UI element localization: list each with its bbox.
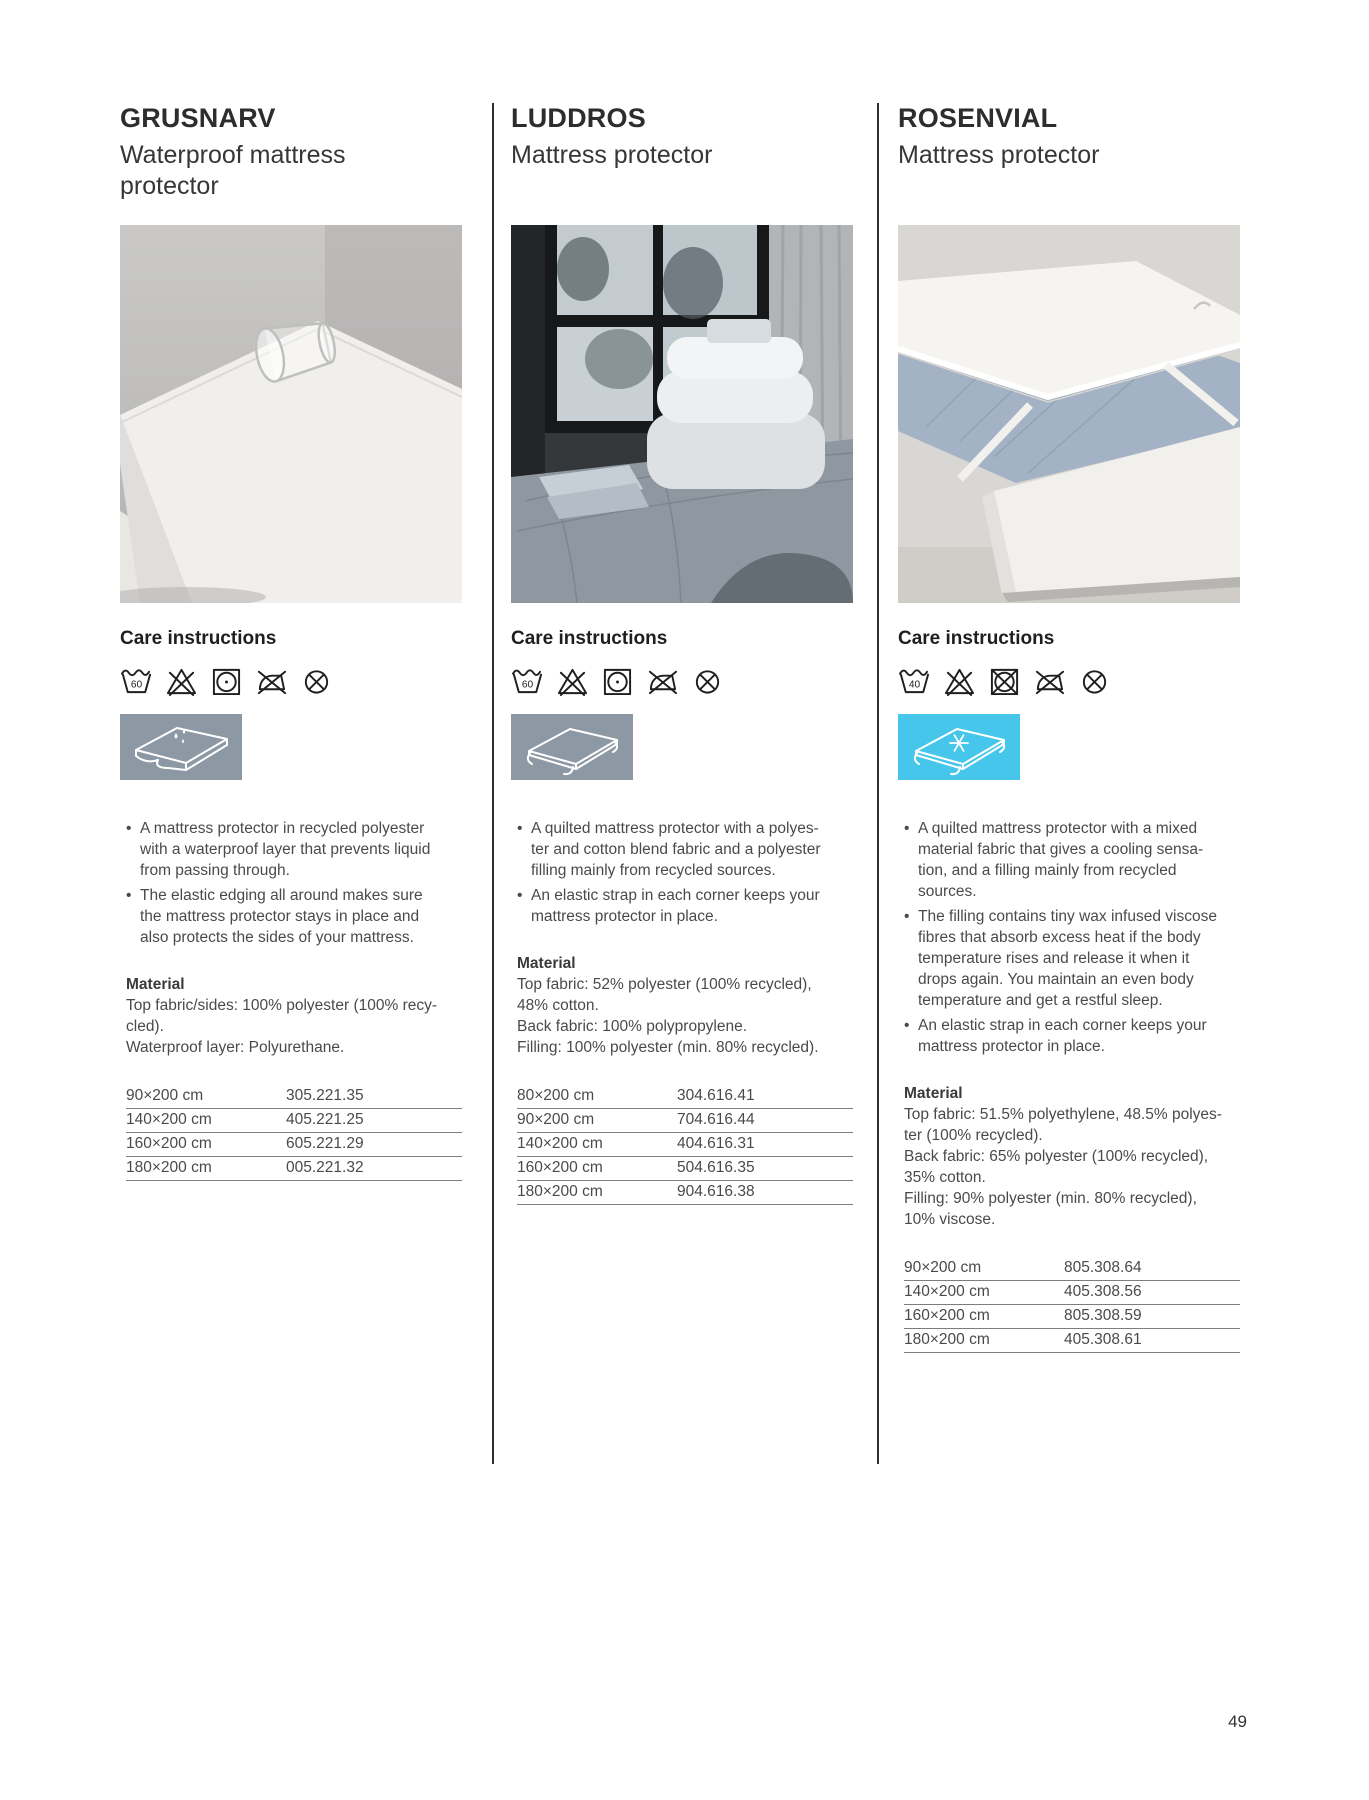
article-number-cell: 304.616.41 xyxy=(677,1087,755,1104)
size-article-table xyxy=(126,1085,462,1181)
article-number-cell: 805.308.59 xyxy=(1064,1307,1142,1324)
material-text-line: Back fabric: 65% polyester (100% recycled), xyxy=(904,1148,1209,1165)
bullet-text-line: from passing through. xyxy=(140,862,290,879)
wash-60-icon xyxy=(511,665,544,696)
product-header xyxy=(898,102,1240,225)
product-column-grusnarv xyxy=(120,102,462,1181)
size-row xyxy=(126,1085,462,1109)
product-photo xyxy=(511,225,853,603)
no-bleach-icon xyxy=(165,665,198,696)
article-number-cell: 605.221.29 xyxy=(286,1135,364,1152)
article-number-cell: 405.308.61 xyxy=(1064,1331,1142,1348)
size-cell: 180×200 cm xyxy=(517,1183,603,1200)
no-iron-icon xyxy=(1033,665,1066,696)
bullet-text-line: tion, and a filling mainly from recycled xyxy=(918,862,1177,879)
bullet-text-line: temperature rises and release it when it xyxy=(918,950,1190,967)
size-row xyxy=(517,1133,853,1157)
material-heading: Material xyxy=(904,1085,963,1102)
bullet-text-line: An elastic strap in each corner keeps your xyxy=(531,887,820,904)
bullet-item xyxy=(904,906,1240,1011)
bullet-dot: • xyxy=(904,1017,910,1034)
bullet-dot: • xyxy=(517,820,523,837)
product-description-bullets xyxy=(120,818,462,948)
product-name: GRUSNARV xyxy=(120,103,276,133)
care-icons-row xyxy=(511,663,853,697)
size-article-table xyxy=(517,1085,853,1205)
subtitle-line: Mattress protector xyxy=(511,141,713,169)
bullet-text-line: sources. xyxy=(918,883,977,900)
bullet-text-line: filling mainly from recycled sources. xyxy=(531,862,776,879)
protector-on-blue-mattress-photo xyxy=(898,225,1240,603)
bullet-dot: • xyxy=(126,820,132,837)
bullet-item xyxy=(126,818,462,881)
size-row xyxy=(517,1157,853,1181)
care-icons-row xyxy=(120,663,462,697)
bullet-dot: • xyxy=(517,887,523,904)
bullet-text-line: The filling contains tiny wax infused viscose xyxy=(918,908,1217,925)
material-text-line: Waterproof layer: Polyurethane. xyxy=(126,1039,345,1056)
material-text-line: Top fabric: 51.5% polyethylene, 48.5% polyes- xyxy=(904,1106,1222,1123)
material-text-line: Filling: 100% polyester (min. 80% recycled). xyxy=(517,1039,819,1056)
material-text xyxy=(120,995,462,1058)
bullet-text-line: A mattress protector in recycled polyester xyxy=(140,820,425,837)
subtitle-line: Mattress protector xyxy=(898,141,1100,169)
bullet-dot: • xyxy=(904,820,910,837)
product-header xyxy=(511,102,853,225)
bullet-text-line: A quilted mattress protector with a mixed xyxy=(918,820,1198,837)
product-column-rosenvial xyxy=(898,102,1240,1353)
bullet-text-line: fibres that absorb excess heat if the body xyxy=(918,929,1201,946)
svg-text:60: 60 xyxy=(130,678,143,690)
subtitle-line: protector xyxy=(120,172,219,200)
material-text-line: Back fabric: 100% polypropylene. xyxy=(517,1018,748,1035)
subtitle-line: Waterproof mattress xyxy=(120,141,346,169)
material-text-line: ter (100% recycled). xyxy=(904,1127,1043,1144)
bullet-text-line: material fabric that gives a cooling sensa- xyxy=(918,841,1204,858)
bullet-item xyxy=(904,1015,1240,1057)
product-column-luddros xyxy=(511,102,853,1205)
bullet-item xyxy=(517,818,853,881)
badge-straps-icon xyxy=(511,714,633,780)
material-text xyxy=(511,974,853,1058)
no-tumble-dry-icon xyxy=(988,665,1021,696)
size-cell: 140×200 cm xyxy=(904,1283,990,1300)
material-heading: Material xyxy=(517,955,576,972)
size-cell: 90×200 cm xyxy=(126,1087,204,1104)
article-number-cell: 405.221.25 xyxy=(286,1111,364,1128)
bullet-text-line: the mattress protector stays in place and xyxy=(140,908,420,925)
article-number-cell: 005.221.32 xyxy=(286,1159,364,1176)
tumble-dry-icon xyxy=(210,665,243,696)
bullet-text-line: The elastic edging all around makes sure xyxy=(140,887,423,904)
badge-waterproof-icon xyxy=(120,714,242,780)
material-text-line: 35% cotton. xyxy=(904,1169,986,1186)
material-text-line: Top fabric: 52% polyester (100% recycled), xyxy=(517,976,812,993)
svg-text:40: 40 xyxy=(908,678,921,690)
size-cell: 160×200 cm xyxy=(126,1135,212,1152)
page-number: 49 xyxy=(1228,1712,1247,1731)
bullet-text-line: with a waterproof layer that prevents liquid xyxy=(140,841,431,858)
size-row xyxy=(904,1281,1240,1305)
size-row xyxy=(904,1329,1240,1353)
size-cell: 140×200 cm xyxy=(126,1111,212,1128)
size-cell: 180×200 cm xyxy=(126,1159,212,1176)
article-number-cell: 405.308.56 xyxy=(1064,1283,1142,1300)
care-instructions-heading: Care instructions xyxy=(898,628,1055,649)
material-text-line: cled). xyxy=(126,1018,164,1035)
bullet-text-line: mattress protector in place. xyxy=(531,908,718,925)
no-dry-clean-icon xyxy=(300,665,333,696)
material-text xyxy=(898,1104,1240,1230)
size-cell: 90×200 cm xyxy=(517,1111,595,1128)
size-row xyxy=(904,1257,1240,1281)
size-cell: 160×200 cm xyxy=(904,1307,990,1324)
product-name: LUDDROS xyxy=(511,103,646,133)
article-number-cell: 404.616.31 xyxy=(677,1135,755,1152)
no-iron-icon xyxy=(255,665,288,696)
bullet-text-line: An elastic strap in each corner keeps your xyxy=(918,1017,1207,1034)
column-divider-2 xyxy=(877,103,879,1464)
article-number-cell: 704.616.44 xyxy=(677,1111,755,1128)
size-row xyxy=(517,1181,853,1205)
no-iron-icon xyxy=(646,665,679,696)
bullet-item xyxy=(517,885,853,927)
bullet-dot: • xyxy=(904,908,910,925)
bullet-text-line: A quilted mattress protector with a polyes- xyxy=(531,820,819,837)
bullet-text-line: mattress protector in place. xyxy=(918,1038,1105,1055)
bullet-item xyxy=(126,885,462,948)
material-text-line: Top fabric/sides: 100% polyester (100% recy- xyxy=(126,997,438,1014)
product-photo xyxy=(898,225,1240,603)
no-dry-clean-icon xyxy=(1078,665,1111,696)
no-dry-clean-icon xyxy=(691,665,724,696)
size-row xyxy=(126,1133,462,1157)
badge-cooling-icon xyxy=(898,714,1020,780)
bullet-text-line: drops again. You maintain an even body xyxy=(918,971,1194,988)
care-instructions-heading: Care instructions xyxy=(511,628,668,649)
bullet-text-line: temperature and get a restful sleep. xyxy=(918,992,1163,1009)
wash-60-icon xyxy=(120,665,153,696)
article-number-cell: 305.221.35 xyxy=(286,1087,364,1104)
no-bleach-icon xyxy=(943,665,976,696)
size-row xyxy=(517,1085,853,1109)
product-photo xyxy=(120,225,462,603)
mattress-corner-glass-photo xyxy=(120,225,462,603)
bullet-text-line: ter and cotton blend fabric and a polyester xyxy=(531,841,821,858)
svg-text:60: 60 xyxy=(521,678,534,690)
bed-window-pillows-photo xyxy=(511,225,853,603)
size-article-table xyxy=(904,1257,1240,1353)
size-cell: 90×200 cm xyxy=(904,1259,982,1276)
bullet-dot: • xyxy=(126,887,132,904)
size-cell: 140×200 cm xyxy=(517,1135,603,1152)
column-divider-1 xyxy=(492,103,494,1464)
wash-40-icon xyxy=(898,665,931,696)
article-number-cell: 504.616.35 xyxy=(677,1159,755,1176)
size-row xyxy=(517,1109,853,1133)
size-cell: 180×200 cm xyxy=(904,1331,990,1348)
tumble-dry-icon xyxy=(601,665,634,696)
size-row xyxy=(126,1157,462,1181)
care-icons-row xyxy=(898,663,1240,697)
material-heading: Material xyxy=(126,976,185,993)
material-text-line: 48% cotton. xyxy=(517,997,599,1014)
product-name: ROSENVIAL xyxy=(898,103,1058,133)
bullet-text-line: also protects the sides of your mattress. xyxy=(140,929,414,946)
product-description-bullets xyxy=(511,818,853,927)
care-instructions-heading: Care instructions xyxy=(120,628,277,649)
product-description-bullets xyxy=(898,818,1240,1057)
product-header xyxy=(120,102,462,225)
size-cell: 80×200 cm xyxy=(517,1087,595,1104)
article-number-cell: 904.616.38 xyxy=(677,1183,755,1200)
product-subtitle xyxy=(511,140,853,171)
size-cell: 160×200 cm xyxy=(517,1159,603,1176)
size-row xyxy=(904,1305,1240,1329)
bullet-item xyxy=(904,818,1240,902)
size-row xyxy=(126,1109,462,1133)
no-bleach-icon xyxy=(556,665,589,696)
material-text-line: Filling: 90% polyester (min. 80% recycled), xyxy=(904,1190,1197,1207)
article-number-cell: 805.308.64 xyxy=(1064,1259,1142,1276)
material-text-line: 10% viscose. xyxy=(904,1211,996,1228)
product-subtitle xyxy=(898,140,1240,171)
product-subtitle xyxy=(120,140,462,202)
